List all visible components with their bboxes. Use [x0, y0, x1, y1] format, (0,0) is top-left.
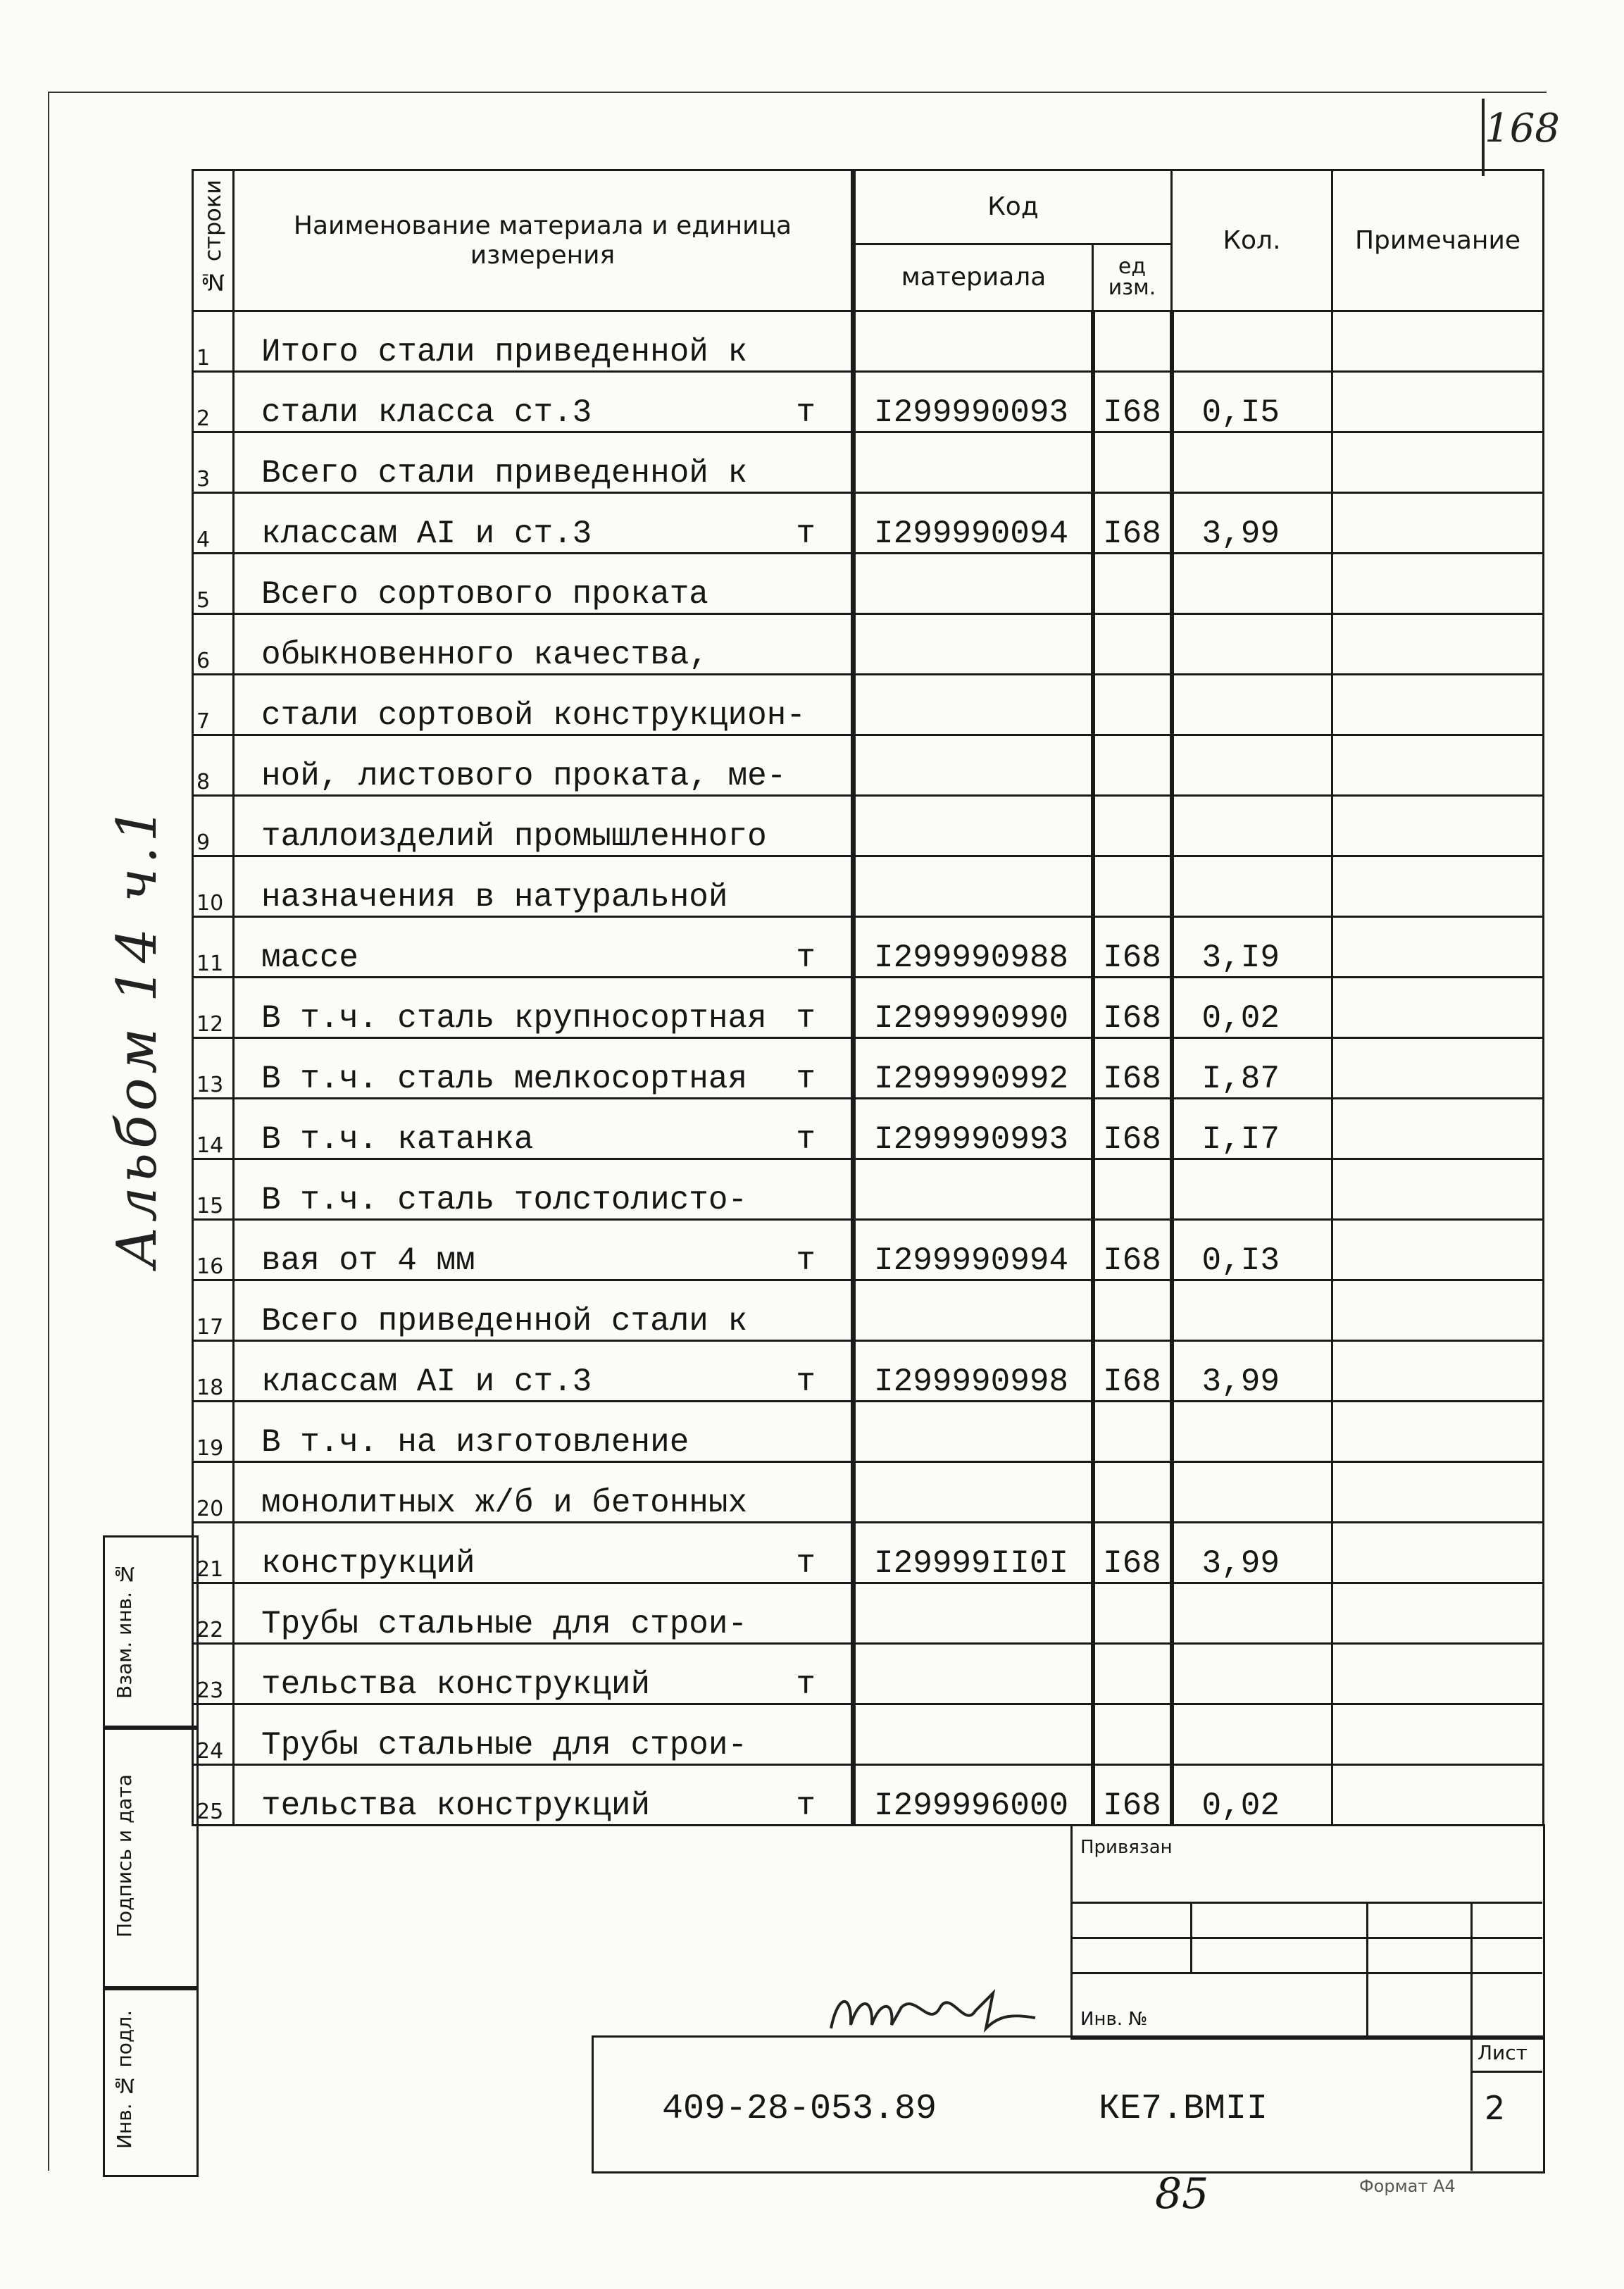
material-code-cell: I299996000 — [854, 1765, 1093, 1826]
table-row — [193, 917, 1544, 978]
material-code-cell — [854, 1704, 1093, 1765]
material-name-cell — [234, 1704, 854, 1765]
material-name: классам AI и ст.3 — [261, 1364, 592, 1400]
table-row — [193, 735, 1544, 796]
material-name: Всего приведенной стали к — [261, 1303, 748, 1340]
table-row — [193, 1462, 1544, 1523]
row-number-cell: 22 — [193, 1583, 234, 1644]
header-qty: Кол. — [1172, 170, 1332, 311]
material-name-cell — [234, 372, 854, 432]
material-name-cell — [234, 1644, 854, 1704]
note-cell — [1332, 614, 1544, 675]
material-name: обыкновенного качества, — [261, 637, 708, 673]
material-unit: т — [796, 1666, 816, 1703]
vzam-inv-label: Взам. инв. № — [113, 1562, 136, 1699]
note-cell — [1332, 978, 1544, 1038]
privyazan-grid-v3 — [1470, 1902, 1473, 2035]
material-name-cell — [234, 1765, 854, 1826]
material-name: массе — [261, 940, 359, 976]
inv-podl-label: Инв. № подл. — [113, 2009, 136, 2150]
row-number-cell: 14 — [193, 1099, 234, 1159]
material-name: ной, листового проката, ме- — [261, 758, 787, 794]
quantity-cell — [1172, 311, 1332, 372]
material-name-cell — [234, 856, 854, 917]
material-code-cell: I299990988 — [854, 917, 1093, 978]
unit-code-cell — [1093, 1462, 1172, 1523]
stamp-divider-v — [1470, 2035, 1473, 2171]
unit-code-cell — [1093, 432, 1172, 493]
row-number-cell: 3 — [193, 432, 234, 493]
material-name: В т.ч. катанка — [261, 1121, 534, 1158]
material-code-cell — [854, 311, 1093, 372]
note-cell — [1332, 1644, 1544, 1704]
note-cell — [1332, 1462, 1544, 1523]
material-code-cell — [854, 796, 1093, 856]
table-row — [193, 1280, 1544, 1341]
material-name: монолитных ж/б и бетонных — [261, 1485, 748, 1521]
table-row — [193, 1159, 1544, 1220]
quantity-cell: 3,99 — [1172, 1341, 1332, 1402]
table-row — [193, 1644, 1544, 1704]
quantity-cell: I,I7 — [1172, 1099, 1332, 1159]
quantity-cell: 0,I3 — [1172, 1220, 1332, 1280]
row-number-cell: 16 — [193, 1220, 234, 1280]
row-number-cell: 2 — [193, 372, 234, 432]
material-code-cell — [854, 432, 1093, 493]
unit-code-cell: I68 — [1093, 1341, 1172, 1402]
table-row — [193, 675, 1544, 735]
material-code-cell — [854, 1644, 1093, 1704]
note-cell — [1332, 1402, 1544, 1462]
unit-code-cell — [1093, 735, 1172, 796]
material-name-cell — [234, 1462, 854, 1523]
material-name: таллоизделий промышленного — [261, 818, 767, 855]
quantity-cell — [1172, 1159, 1332, 1220]
quantity-cell — [1172, 614, 1332, 675]
material-name: вая от 4 мм — [261, 1242, 475, 1279]
table-row — [193, 978, 1544, 1038]
note-cell — [1332, 1765, 1544, 1826]
list-label: Лист — [1478, 2041, 1528, 2064]
material-name: В т.ч. сталь крупносортная — [261, 1000, 767, 1037]
material-code-cell: I299990998 — [854, 1341, 1093, 1402]
note-cell — [1332, 675, 1544, 735]
material-name-cell — [234, 1220, 854, 1280]
row-number-cell: 24 — [193, 1704, 234, 1765]
quantity-cell — [1172, 432, 1332, 493]
material-code-cell: I299990094 — [854, 493, 1093, 554]
material-name: Итого стали приведенной к — [261, 334, 748, 370]
unit-code-cell — [1093, 675, 1172, 735]
material-name-cell — [234, 1038, 854, 1099]
note-cell — [1332, 917, 1544, 978]
note-cell — [1332, 311, 1544, 372]
quantity-cell — [1172, 1644, 1332, 1704]
material-name: В т.ч. на изготовление — [261, 1424, 689, 1461]
handwritten-number: 85 — [1155, 2169, 1209, 2219]
material-code-cell: I29999II0I — [854, 1523, 1093, 1583]
row-number-cell: 17 — [193, 1280, 234, 1341]
material-name-cell — [234, 796, 854, 856]
quantity-cell: 0,02 — [1172, 978, 1332, 1038]
table-row — [193, 1765, 1544, 1826]
quantity-cell — [1172, 1583, 1332, 1644]
format-label: Формат А4 — [1359, 2176, 1456, 2196]
material-unit: т — [796, 1364, 816, 1400]
material-code-cell — [854, 735, 1093, 796]
material-name-cell — [234, 978, 854, 1038]
material-code-cell: I299990993 — [854, 1099, 1093, 1159]
unit-code-cell — [1093, 554, 1172, 614]
row-number-cell: 10 — [193, 856, 234, 917]
table-row — [193, 796, 1544, 856]
material-unit: т — [796, 1000, 816, 1037]
header-code-unit: ед изм. — [1093, 244, 1172, 311]
quantity-cell — [1172, 735, 1332, 796]
privyazan-grid-v1 — [1190, 1902, 1192, 1973]
material-name-cell — [234, 614, 854, 675]
material-name-cell — [234, 493, 854, 554]
material-name: Трубы стальные для строи- — [261, 1606, 748, 1642]
unit-code-cell: I68 — [1093, 917, 1172, 978]
material-code-cell — [854, 1462, 1093, 1523]
row-number-cell: 15 — [193, 1159, 234, 1220]
row-number-cell: 12 — [193, 978, 234, 1038]
material-unit: т — [796, 1121, 816, 1158]
table-row — [193, 856, 1544, 917]
unit-code-cell — [1093, 1704, 1172, 1765]
material-code-cell: I299990994 — [854, 1220, 1093, 1280]
table-row — [193, 1099, 1544, 1159]
quantity-cell: I,87 — [1172, 1038, 1332, 1099]
document-designation: 409-28-053.89 — [662, 2089, 937, 2129]
note-cell — [1332, 1159, 1544, 1220]
quantity-cell — [1172, 1280, 1332, 1341]
material-name: В т.ч. сталь мелкосортная — [261, 1061, 748, 1097]
note-cell — [1332, 1220, 1544, 1280]
unit-code-cell — [1093, 1159, 1172, 1220]
note-cell — [1332, 735, 1544, 796]
unit-code-cell — [1093, 1644, 1172, 1704]
unit-code-cell: I68 — [1093, 1099, 1172, 1159]
signature — [824, 1986, 1049, 2042]
material-name: назначения в натуральной — [261, 879, 728, 916]
material-code-cell — [854, 1583, 1093, 1644]
note-cell — [1332, 1038, 1544, 1099]
unit-code-cell — [1093, 1280, 1172, 1341]
note-cell — [1332, 493, 1544, 554]
material-unit: т — [796, 940, 816, 976]
row-number-cell: 7 — [193, 675, 234, 735]
unit-code-cell: I68 — [1093, 978, 1172, 1038]
unit-code-cell — [1093, 796, 1172, 856]
row-number-cell: 13 — [193, 1038, 234, 1099]
material-name-cell — [234, 1583, 854, 1644]
row-number-cell: 6 — [193, 614, 234, 675]
quantity-cell — [1172, 1462, 1332, 1523]
table-row — [193, 1704, 1544, 1765]
table-row — [193, 372, 1544, 432]
quantity-cell: 0,02 — [1172, 1765, 1332, 1826]
material-name-cell — [234, 917, 854, 978]
material-name-cell — [234, 1099, 854, 1159]
note-cell — [1332, 1341, 1544, 1402]
note-cell — [1332, 432, 1544, 493]
note-cell — [1332, 554, 1544, 614]
material-name-cell — [234, 675, 854, 735]
quantity-cell — [1172, 796, 1332, 856]
material-unit: т — [796, 394, 816, 431]
material-name-cell — [234, 432, 854, 493]
material-name-cell — [234, 735, 854, 796]
material-name-cell — [234, 1523, 854, 1583]
privyazan-label: Привязан — [1080, 1837, 1173, 1858]
material-name: В т.ч. сталь толстолисто- — [261, 1182, 748, 1218]
row-number-cell: 11 — [193, 917, 234, 978]
material-name-cell — [234, 1402, 854, 1462]
note-cell — [1332, 856, 1544, 917]
material-code-cell: I299990992 — [854, 1038, 1093, 1099]
table-row — [193, 1583, 1544, 1644]
table-row — [193, 1220, 1544, 1280]
material-name-cell — [234, 554, 854, 614]
unit-code-cell — [1093, 856, 1172, 917]
quantity-cell: 3,99 — [1172, 1523, 1332, 1583]
header-row-number: № строки — [193, 170, 234, 311]
material-code-cell — [854, 1402, 1093, 1462]
material-unit: т — [796, 1788, 816, 1824]
row-number-cell: 20 — [193, 1462, 234, 1523]
table-row — [193, 311, 1544, 372]
unit-code-cell: I68 — [1093, 493, 1172, 554]
document-code: КЕ7.ВМII — [1099, 2089, 1268, 2129]
row-number-cell: 8 — [193, 735, 234, 796]
unit-code-cell: I68 — [1093, 1220, 1172, 1280]
row-number-cell: 1 — [193, 311, 234, 372]
material-unit: т — [796, 1545, 816, 1582]
material-name: стали сортовой конструкцион- — [261, 697, 806, 734]
quantity-cell: 3,I9 — [1172, 917, 1332, 978]
row-number-cell: 25 — [193, 1765, 234, 1826]
row-number-cell: 19 — [193, 1402, 234, 1462]
quantity-cell — [1172, 675, 1332, 735]
unit-code-cell: I68 — [1093, 1765, 1172, 1826]
podpis-label: Подпись и дата — [113, 1774, 136, 1938]
material-code-cell — [854, 675, 1093, 735]
quantity-cell — [1172, 1402, 1332, 1462]
unit-code-cell: I68 — [1093, 1523, 1172, 1583]
row-number-cell: 9 — [193, 796, 234, 856]
note-cell — [1332, 1583, 1544, 1644]
note-cell — [1332, 372, 1544, 432]
row-number-cell: 21 — [193, 1523, 234, 1583]
table-row — [193, 1402, 1544, 1462]
material-code-cell — [854, 554, 1093, 614]
material-name: классам AI и ст.3 — [261, 516, 592, 552]
note-cell — [1332, 1704, 1544, 1765]
sheet-number: 2 — [1485, 2089, 1506, 2127]
material-unit: т — [796, 1242, 816, 1279]
privyazan-grid-v2 — [1366, 1902, 1368, 2035]
unit-code-cell: I68 — [1093, 372, 1172, 432]
material-unit: т — [796, 516, 816, 552]
quantity-cell: 0,I5 — [1172, 372, 1332, 432]
material-name: Трубы стальные для строи- — [261, 1727, 748, 1764]
table-row — [193, 614, 1544, 675]
table-row — [193, 1038, 1544, 1099]
material-spec-table — [192, 169, 1544, 1826]
material-code-cell — [854, 1280, 1093, 1341]
note-cell — [1332, 1099, 1544, 1159]
row-number-cell: 5 — [193, 554, 234, 614]
note-cell — [1332, 1280, 1544, 1341]
material-code-cell — [854, 1159, 1093, 1220]
material-code-cell — [854, 856, 1093, 917]
unit-code-cell — [1093, 1402, 1172, 1462]
material-name-cell — [234, 311, 854, 372]
row-number-cell: 18 — [193, 1341, 234, 1402]
inv-no-label: Инв. № — [1080, 2009, 1148, 2030]
material-name: тельства конструкций — [261, 1788, 651, 1824]
quantity-cell — [1172, 554, 1332, 614]
unit-code-cell — [1093, 614, 1172, 675]
quantity-cell: 3,99 — [1172, 493, 1332, 554]
note-cell — [1332, 796, 1544, 856]
header-name: Наименование материала и единица измерения — [234, 170, 854, 311]
table-row — [193, 432, 1544, 493]
material-name: Всего стали приведенной к — [261, 455, 748, 492]
material-unit: т — [796, 1061, 816, 1097]
page-number: 168 — [1485, 106, 1560, 151]
header-code-material: материала — [854, 244, 1093, 311]
quantity-cell — [1172, 856, 1332, 917]
material-code-cell — [854, 614, 1093, 675]
table-row — [193, 554, 1544, 614]
note-cell — [1332, 1523, 1544, 1583]
material-code-cell: I299990990 — [854, 978, 1093, 1038]
unit-code-cell — [1093, 311, 1172, 372]
table-row — [193, 1523, 1544, 1583]
header-code: Код — [854, 170, 1172, 244]
unit-code-cell: I68 — [1093, 1038, 1172, 1099]
material-name: конструкций — [261, 1545, 475, 1582]
material-name: тельства конструкций — [261, 1666, 651, 1703]
unit-code-cell — [1093, 1583, 1172, 1644]
table-row — [193, 493, 1544, 554]
stamp-divider-h — [1470, 2071, 1542, 2073]
row-number-cell: 4 — [193, 493, 234, 554]
album-label: Альбом 14 ч.1 — [106, 803, 169, 1268]
header-note: Примечание — [1332, 170, 1544, 311]
material-name-cell — [234, 1341, 854, 1402]
row-number-cell: 23 — [193, 1644, 234, 1704]
material-code-cell: I299990093 — [854, 372, 1093, 432]
material-name-cell — [234, 1280, 854, 1341]
quantity-cell — [1172, 1704, 1332, 1765]
material-name-cell — [234, 1159, 854, 1220]
table-row — [193, 1341, 1544, 1402]
material-name: Всего сортового проката — [261, 576, 708, 613]
material-name: стали класса ст.3 — [261, 394, 592, 431]
